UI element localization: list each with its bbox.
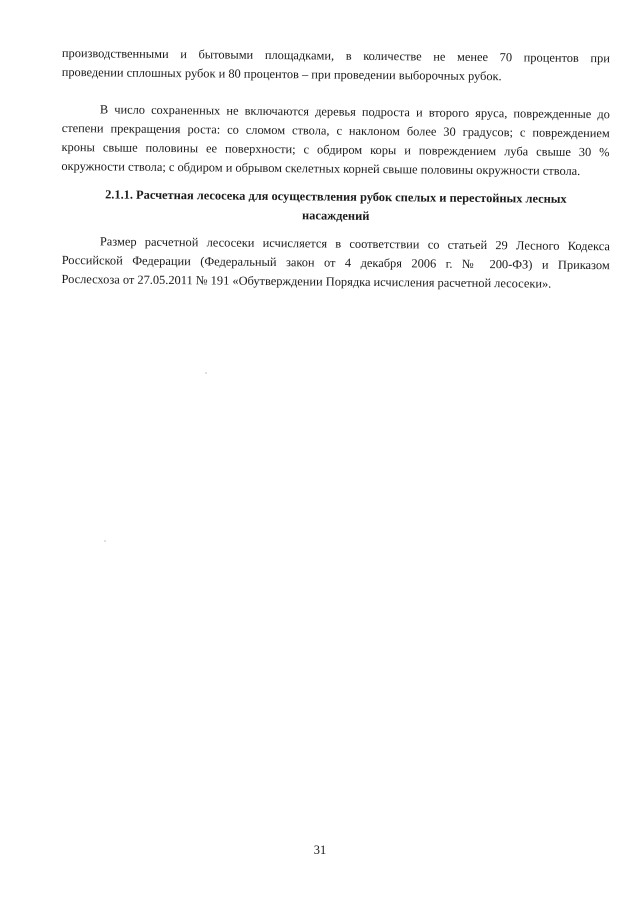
- section-heading: [62, 185, 610, 228]
- page-number: 31: [313, 843, 327, 857]
- paragraph-line: Российской Федерации (Федеральный закон от 4 декабря 2006 г. № 200-ФЗ) и Приказом: [61, 252, 610, 273]
- paragraph-line: окружности ствола; с обдиром и обрывом скелетных корней свыше половины окружности ствола.: [61, 158, 581, 178]
- paragraph-line: производственными и бытовыми площадками, в количестве не менее 70 процентов при: [61, 45, 610, 66]
- scan-speck: [104, 540, 106, 542]
- paragraph-line: Размер расчетной лесосеки исчисляется в соответствии со статьей 29 Лесного Кодекса: [99, 234, 610, 254]
- paragraph-exclusions: [61, 100, 610, 181]
- paragraph-line: Рослесхоза от 27.05.2011 № 191 «Обутверждении Порядка исчисления расчетной лесосеки».: [61, 271, 552, 291]
- paragraph-line: степени прекращения роста: со сломом ствола, с наклоном более 30 градусов; с повреждением: [61, 120, 610, 141]
- heading-line: насаждений: [301, 208, 370, 223]
- paragraph-line: проведении сплошных рубок и 80 процентов – при проведении выборочных рубок.: [61, 64, 502, 84]
- paragraph-line: кроны свыше половины ее поверхности; с обдиром коры и повреждением луба свыше 30 %: [61, 139, 610, 160]
- heading-line: 2.1.1. Расчетная лесосека для осуществления рубок спелых и перестойных лесных: [105, 187, 567, 206]
- paragraph-calculation: [61, 232, 610, 294]
- paragraph-line: В число сохраненных не включаются деревья подроста и второго яруса, поврежденные до: [99, 102, 610, 122]
- paragraph-continuation: [62, 44, 610, 87]
- scan-speck: [205, 372, 207, 374]
